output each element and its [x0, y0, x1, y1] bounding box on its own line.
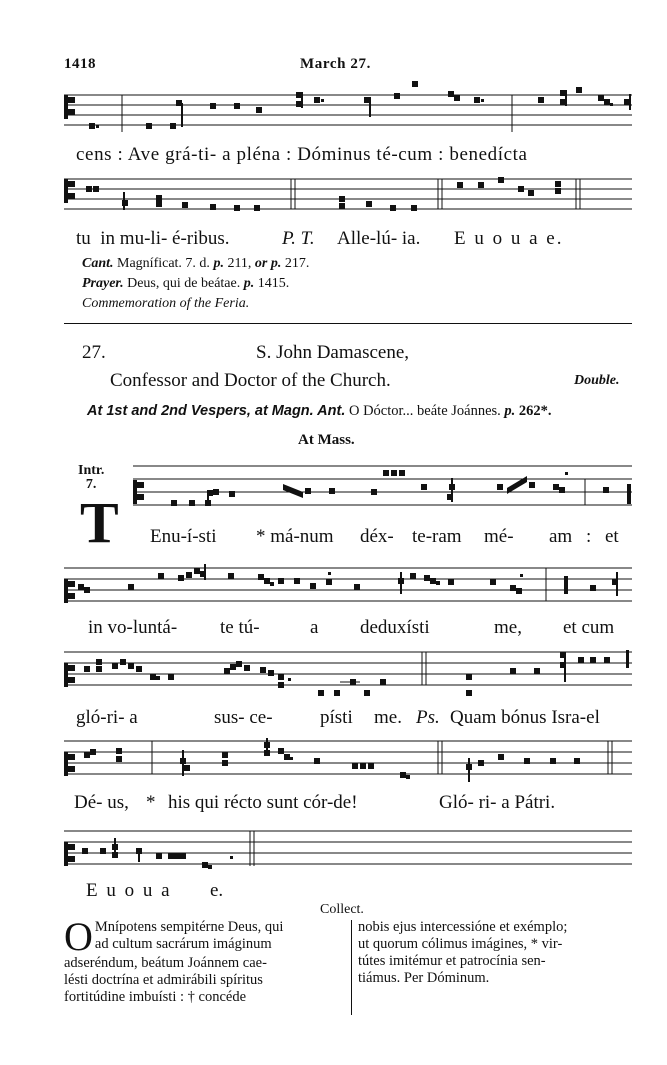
- m2-w2: te tú-: [220, 617, 260, 638]
- vespers-num: 262*.: [518, 403, 552, 419]
- lyric-text: cens : Ave grá-ti- a pléna : Dóminus té-cum : benedícta: [76, 144, 528, 165]
- prayer-p: p.: [243, 276, 255, 291]
- m2-w5: me,: [494, 617, 522, 638]
- m3-ps: Ps.: [416, 707, 440, 728]
- cant-label: Cant.: [82, 256, 114, 271]
- collect-left-column: [64, 914, 346, 1006]
- mass-staff-3: [64, 646, 632, 702]
- running-head: March 27.: [300, 56, 371, 72]
- at-mass-heading: At Mass.: [298, 432, 355, 448]
- vespers-text: O Dóctor... beáte Joánnes.: [348, 403, 501, 419]
- feast-title: S. John Damascene,: [256, 342, 410, 363]
- m2-w6: et cum: [563, 617, 615, 638]
- paschal-time-abbrev: P. T.: [282, 228, 315, 249]
- m1-w5: mé-: [484, 526, 514, 547]
- m1-w6: am: [549, 526, 573, 547]
- cant-p1-num: 211,: [227, 256, 252, 271]
- m2-w3: a: [310, 617, 319, 638]
- mass-staff-5: [64, 826, 632, 876]
- commemoration-text: Commemoration of the Feria.: [82, 296, 250, 311]
- chant-staff-2: [64, 174, 632, 218]
- mass-staff-4: [64, 736, 632, 788]
- section-divider: [64, 323, 632, 324]
- introit-label: [78, 464, 104, 492]
- collect-heading: Collect.: [320, 902, 364, 917]
- m1-w1: Enu-í-sti: [150, 526, 217, 547]
- lyric-text-c: E u o u a e.: [454, 228, 564, 249]
- page-number: 1418: [64, 56, 96, 72]
- m3-w5: Quam bónus Isra-el: [450, 707, 600, 728]
- prayer-text: Deus, qui de beátae.: [127, 276, 241, 291]
- collect-right-line-3: tútes imitémur et patrocínia sen-: [358, 953, 546, 969]
- m1-w4: te-ram: [412, 526, 462, 547]
- vespers-label: At 1st and 2nd Vespers, at Magn. Ant.: [87, 403, 346, 419]
- intr-label: Intr.: [78, 463, 105, 478]
- drop-cap-initial: T: [80, 490, 119, 555]
- m4-star: *: [146, 792, 156, 813]
- m1-w3: déx-: [360, 526, 394, 547]
- feast-rank: Double.: [574, 373, 620, 388]
- prayer-num: 1415.: [257, 276, 290, 291]
- m4-w3: Gló- ri- a Pátri.: [439, 792, 556, 813]
- m3-w4: me.: [374, 707, 402, 728]
- collect-left-line-5: fortitúdine imbuísti : † concéde: [64, 989, 247, 1005]
- collect-right-line-4: tiámus. Per Dóminum.: [358, 970, 490, 986]
- feast-number: 27.: [82, 342, 106, 363]
- cantic-note: [82, 256, 309, 272]
- cant-text: Magníficat. 7. d.: [117, 256, 210, 271]
- lyric-text-a: tu in mu-li- é-ribus.: [76, 228, 230, 249]
- mass-staff-1: [133, 462, 632, 512]
- m3-w2: sus- ce-: [214, 707, 273, 728]
- collect-drop-cap: O: [64, 914, 93, 959]
- collect-left-line-2: ad cultum sacrárum imáginum: [94, 936, 272, 952]
- intr-mode: 7.: [85, 477, 97, 492]
- m1-w2: * má-num: [256, 526, 334, 547]
- collect-left-line-3: adseréndum, beátum Joánnem cae-: [64, 955, 267, 971]
- collect-left-line-4: lésti doctrína et admirábili spíritus: [64, 972, 263, 988]
- m1-w7: :: [586, 526, 592, 547]
- prayer-label: Prayer.: [82, 276, 124, 291]
- cant-p2-num: 217.: [284, 256, 310, 271]
- m5-w1: E u o u a: [86, 880, 172, 901]
- vespers-note: [87, 403, 552, 420]
- collect-left-line-1: Mnípotens sempitérne Deus, qui: [94, 919, 284, 935]
- m3-w1: gló-ri- a: [76, 707, 138, 728]
- m2-w1: in vo-luntá-: [88, 617, 178, 638]
- m3-w3: písti: [320, 707, 353, 728]
- collect-column-divider: [351, 920, 352, 1015]
- vespers-p: p.: [504, 403, 516, 419]
- m4-w2: his qui récto sunt cór-de!: [168, 792, 358, 813]
- m1-w8: et: [605, 526, 619, 547]
- feast-subtitle: Confessor and Doctor of the Church.: [110, 370, 391, 391]
- chant-staff-1: [64, 90, 632, 132]
- m5-w2: e.: [210, 880, 224, 901]
- mass-staff-2: [64, 562, 632, 610]
- prayer-note: [82, 276, 289, 292]
- cant-p1: p.: [213, 256, 224, 271]
- collect-right-line-2: ut quorum cólimus imágines, * vir-: [358, 936, 563, 952]
- commemoration-note: [82, 296, 249, 312]
- collect-right-line-1: nobis ejus intercessióne et exémplo;: [358, 919, 568, 935]
- m4-w1: Dé- us,: [74, 792, 129, 813]
- collect-right-column: [358, 919, 636, 987]
- lyric-text-b: Alle-lú- ia.: [337, 228, 421, 249]
- cant-or: or p.: [254, 256, 282, 271]
- m2-w4: deduxísti: [360, 617, 430, 638]
